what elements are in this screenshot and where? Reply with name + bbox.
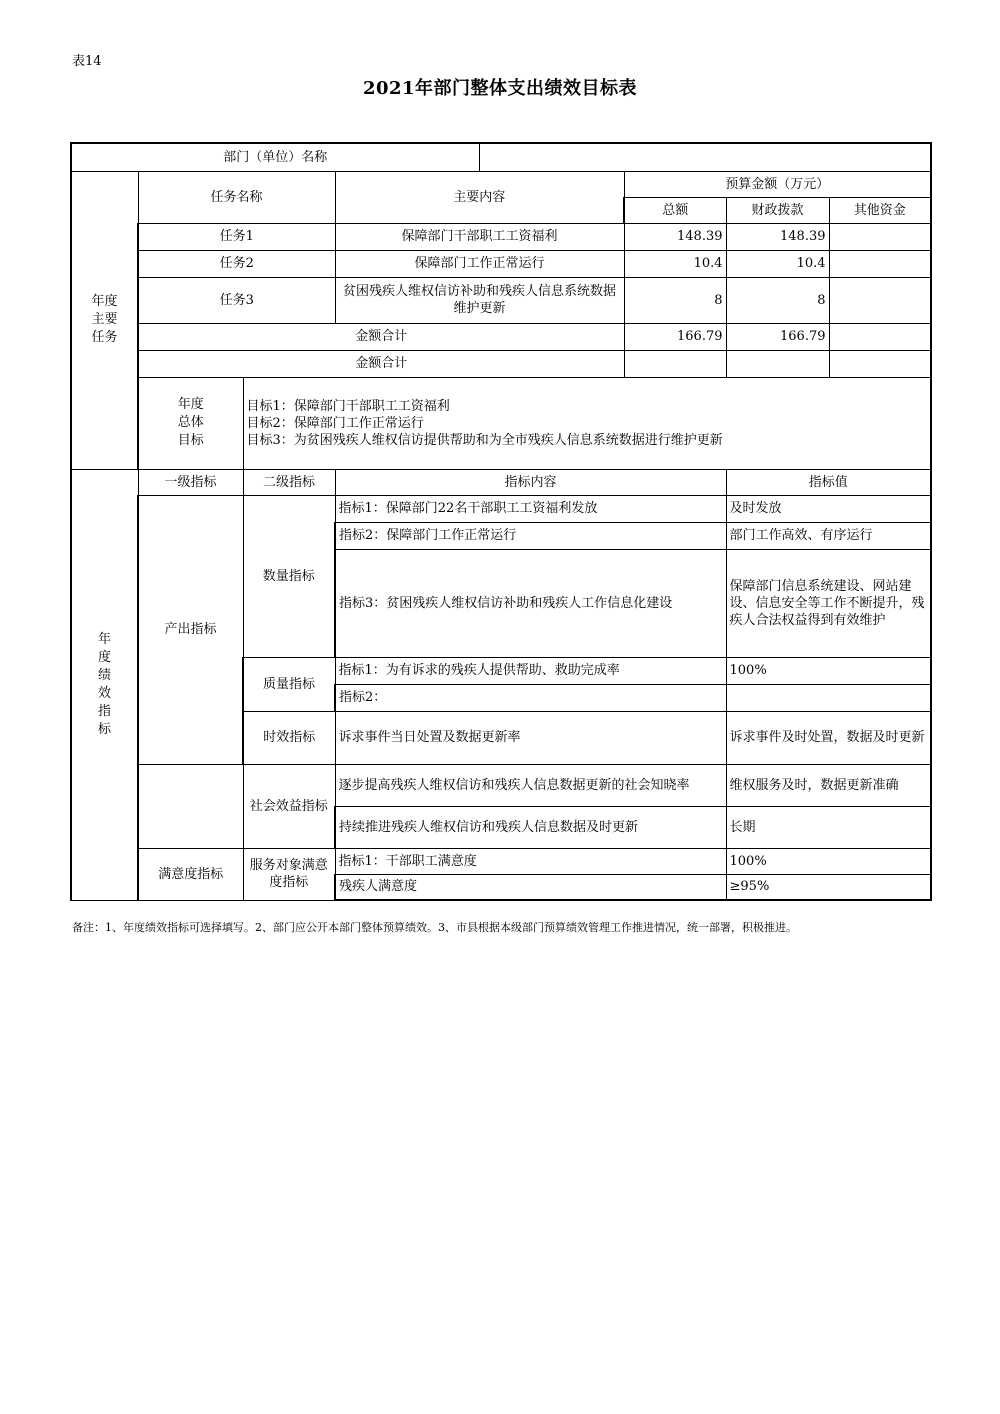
goal-item: 目标1：保障部门干部职工工资福利 [246, 398, 450, 414]
quality-indicator: 质量指标 [243, 657, 335, 711]
task-fiscal: 10.4 [726, 250, 829, 277]
output-indicator: 产出指标 [138, 495, 243, 764]
effect-indicator [138, 764, 243, 848]
indicator-value: 及时发放 [726, 495, 931, 522]
task-other [829, 223, 931, 250]
indicator-content-header: 指标内容 [335, 469, 726, 495]
indicator-content: 指标3：贫困残疾人维权信访补助和残疾人工作信息化建设 [335, 549, 726, 657]
indicator-content: 指标1：为有诉求的残疾人提供帮助、救助完成率 [335, 657, 726, 684]
sum-label: 金额合计 [138, 350, 624, 377]
task-other [829, 277, 931, 323]
sum-label: 金额合计 [138, 323, 624, 350]
indicator-value: 长期 [726, 806, 931, 848]
footnote: 备注：1、年度绩效指标可选择填写。2、部门应公开本部门整体预算绩效。3、市县根据本级部门预算绩效管理工作推进情况，统一部署，积极推进。 [72, 921, 797, 934]
indicator-value: 部门工作高效、有序运行 [726, 522, 931, 549]
indicator-content: 指标2：保障部门工作正常运行 [335, 522, 726, 549]
indicator-content: 诉求事件当日处置及数据更新率 [335, 711, 726, 764]
indicator-value: 100% [726, 657, 931, 684]
goal-item: 目标3：为贫困残疾人维权信访提供帮助和为全市残疾人信息系统数据进行维护更新 [246, 432, 723, 448]
dept-name-label: 部门（单位）名称 [71, 143, 479, 171]
table-number: 表14 [72, 54, 102, 69]
level2-header: 二级指标 [243, 469, 335, 495]
budget-header: 预算金额（万元） [624, 171, 931, 197]
indicator-content: 残疾人满意度 [335, 874, 726, 900]
table-row [71, 350, 931, 377]
sum-total [624, 350, 726, 377]
task-content-header: 主要内容 [335, 171, 624, 223]
task-name: 任务1 [138, 223, 335, 250]
indicator-value-header: 指标值 [726, 469, 931, 495]
sum-fiscal [726, 350, 829, 377]
indicator-value: 保障部门信息系统建设、网站建设、信息安全等工作不断提升，残疾人合法权益得到有效维护 [726, 549, 931, 657]
performance-target-table [70, 142, 932, 901]
sum-total: 166.79 [624, 323, 726, 350]
sum-other [829, 350, 931, 377]
indicator-content: 指标2： [335, 684, 726, 711]
table-row [71, 250, 931, 277]
task-content: 保障部门工作正常运行 [335, 250, 624, 277]
task-other [829, 250, 931, 277]
total-header: 总额 [624, 197, 726, 223]
service-satisfaction-indicator: 服务对象满意度指标 [243, 848, 335, 900]
indicator-value: 诉求事件及时处置，数据及时更新 [726, 711, 931, 764]
level1-header: 一级指标 [138, 469, 243, 495]
quantity-indicator: 数量指标 [243, 495, 335, 657]
annual-goals-label: 年度 总体 目标 [138, 377, 243, 469]
indicator-content: 逐步提高残疾人维权信访和残疾人信息数据更新的社会知晓率 [335, 764, 726, 806]
task-content: 保障部门干部职工工资福利 [335, 223, 624, 250]
social-benefit-indicator: 社会效益指标 [243, 764, 335, 848]
indicator-value: 100% [726, 848, 931, 874]
satisfaction-indicator: 满意度指标 [138, 848, 243, 900]
indicator-content: 指标1：干部职工满意度 [335, 848, 726, 874]
table-row [71, 764, 931, 806]
task-total: 10.4 [624, 250, 726, 277]
sum-fiscal: 166.79 [726, 323, 829, 350]
task-total: 8 [624, 277, 726, 323]
table-row [71, 495, 931, 522]
sum-other [829, 323, 931, 350]
annual-tasks-label: 年度 主要 任务 [71, 171, 138, 469]
timeliness-indicator: 时效指标 [243, 711, 335, 764]
indicator-content: 持续推进残疾人维权信访和残疾人信息数据及时更新 [335, 806, 726, 848]
indicator-value [726, 684, 931, 711]
table-row [71, 323, 931, 350]
fiscal-header: 财政拨款 [726, 197, 829, 223]
task-fiscal: 8 [726, 277, 829, 323]
page-title: 2021年部门整体支出绩效目标表 [362, 78, 638, 99]
table-row [71, 223, 931, 250]
indicator-value: ≥95% [726, 874, 931, 900]
task-content: 贫困残疾人维权信访补助和残疾人信息系统数据维护更新 [335, 277, 624, 323]
annual-goals [243, 377, 931, 469]
dept-name-value [479, 143, 931, 171]
table-row [71, 277, 931, 323]
task-fiscal: 148.39 [726, 223, 829, 250]
indicator-content: 指标1：保障部门22名干部职工工资福利发放 [335, 495, 726, 522]
other-header: 其他资金 [829, 197, 931, 223]
task-name: 任务2 [138, 250, 335, 277]
goal-item: 目标2：保障部门工作正常运行 [246, 415, 424, 431]
task-total: 148.39 [624, 223, 726, 250]
indicator-value: 维权服务及时，数据更新准确 [726, 764, 931, 806]
table-row [71, 848, 931, 874]
task-name-header: 任务名称 [138, 171, 335, 223]
annual-performance-label: 年 度 绩 效 指 标 [71, 469, 138, 900]
task-name: 任务3 [138, 277, 335, 323]
